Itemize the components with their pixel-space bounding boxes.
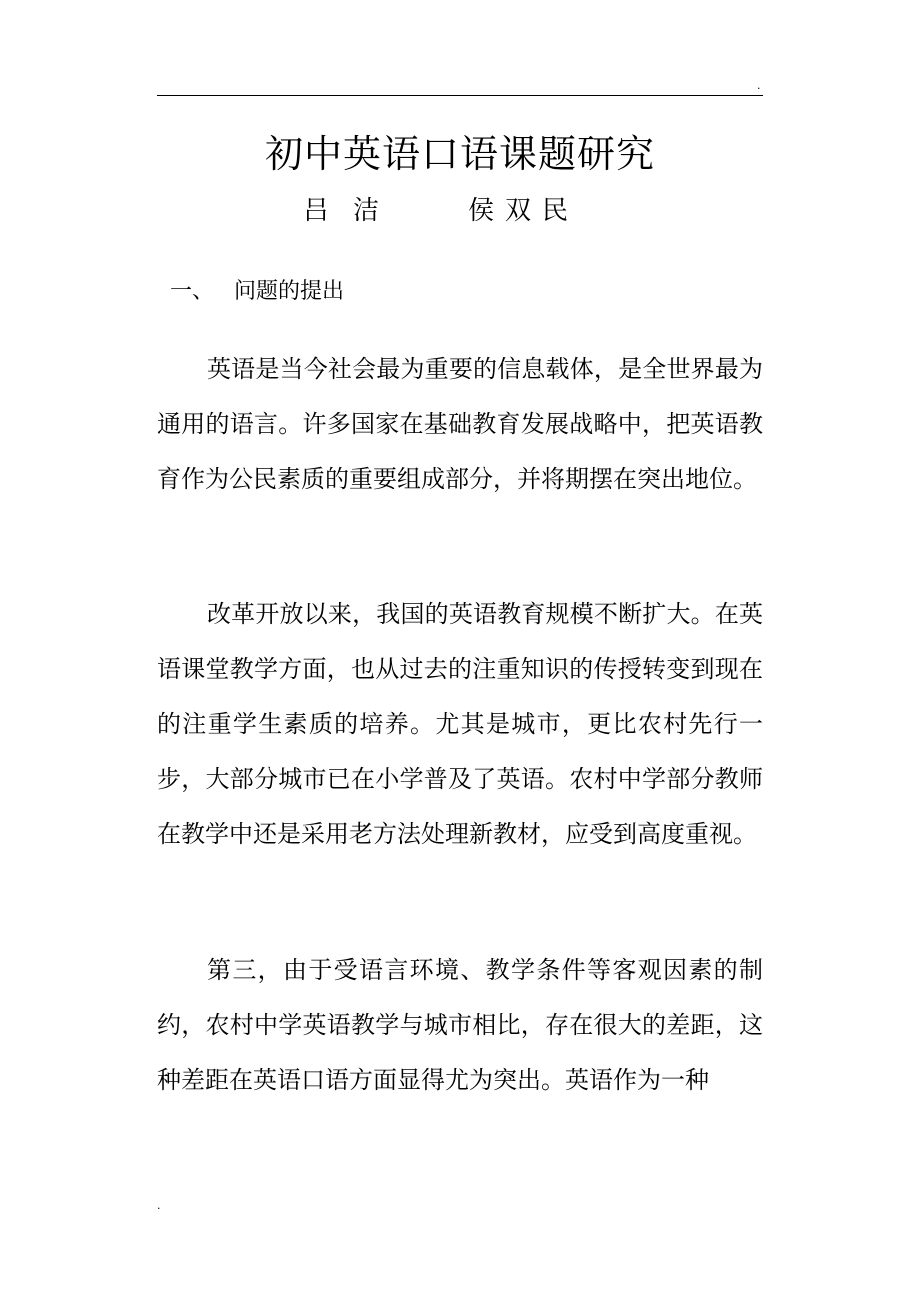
body-paragraph: 第三，由于受语言环境、教学条件等客观因素的制约，农村中学英语教学与城市相比，存在很大的差距，这种差距在英语口语方面显得尤为突出。英语作为一种 xyxy=(157,956,763,1094)
section-heading xyxy=(170,274,344,310)
body-paragraph: 改革开放以来，我国的英语教育规模不断扩大。在英语课堂教学方面，也从过去的注重知识的传授转变到现在的注重学生素质的培养。尤其是城市，更比农村先行一步，大部分城市已在小学普及了英语。农村中学部分教师在教学中还是采用老方法处理新教材，应受到高度重视。 xyxy=(157,600,763,848)
header-mark: . xyxy=(757,79,761,92)
author-name: 吕洁 xyxy=(303,196,404,226)
author-name: 侯双民 xyxy=(468,196,580,226)
document-title: 初中英语口语课题研究 xyxy=(264,132,655,176)
section-title: 问题的提出 xyxy=(234,279,345,304)
footer-mark: . xyxy=(157,1199,161,1212)
header-rule xyxy=(157,95,763,96)
section-number: 一、 xyxy=(170,279,215,304)
body-paragraph: 英语是当今社会最为重要的信息载体，是全世界最为通用的语言。许多国家在基础教育发展战略中，把英语教育作为公民素质的重要组成部分，并将期摆在突出地位。 xyxy=(157,355,763,493)
